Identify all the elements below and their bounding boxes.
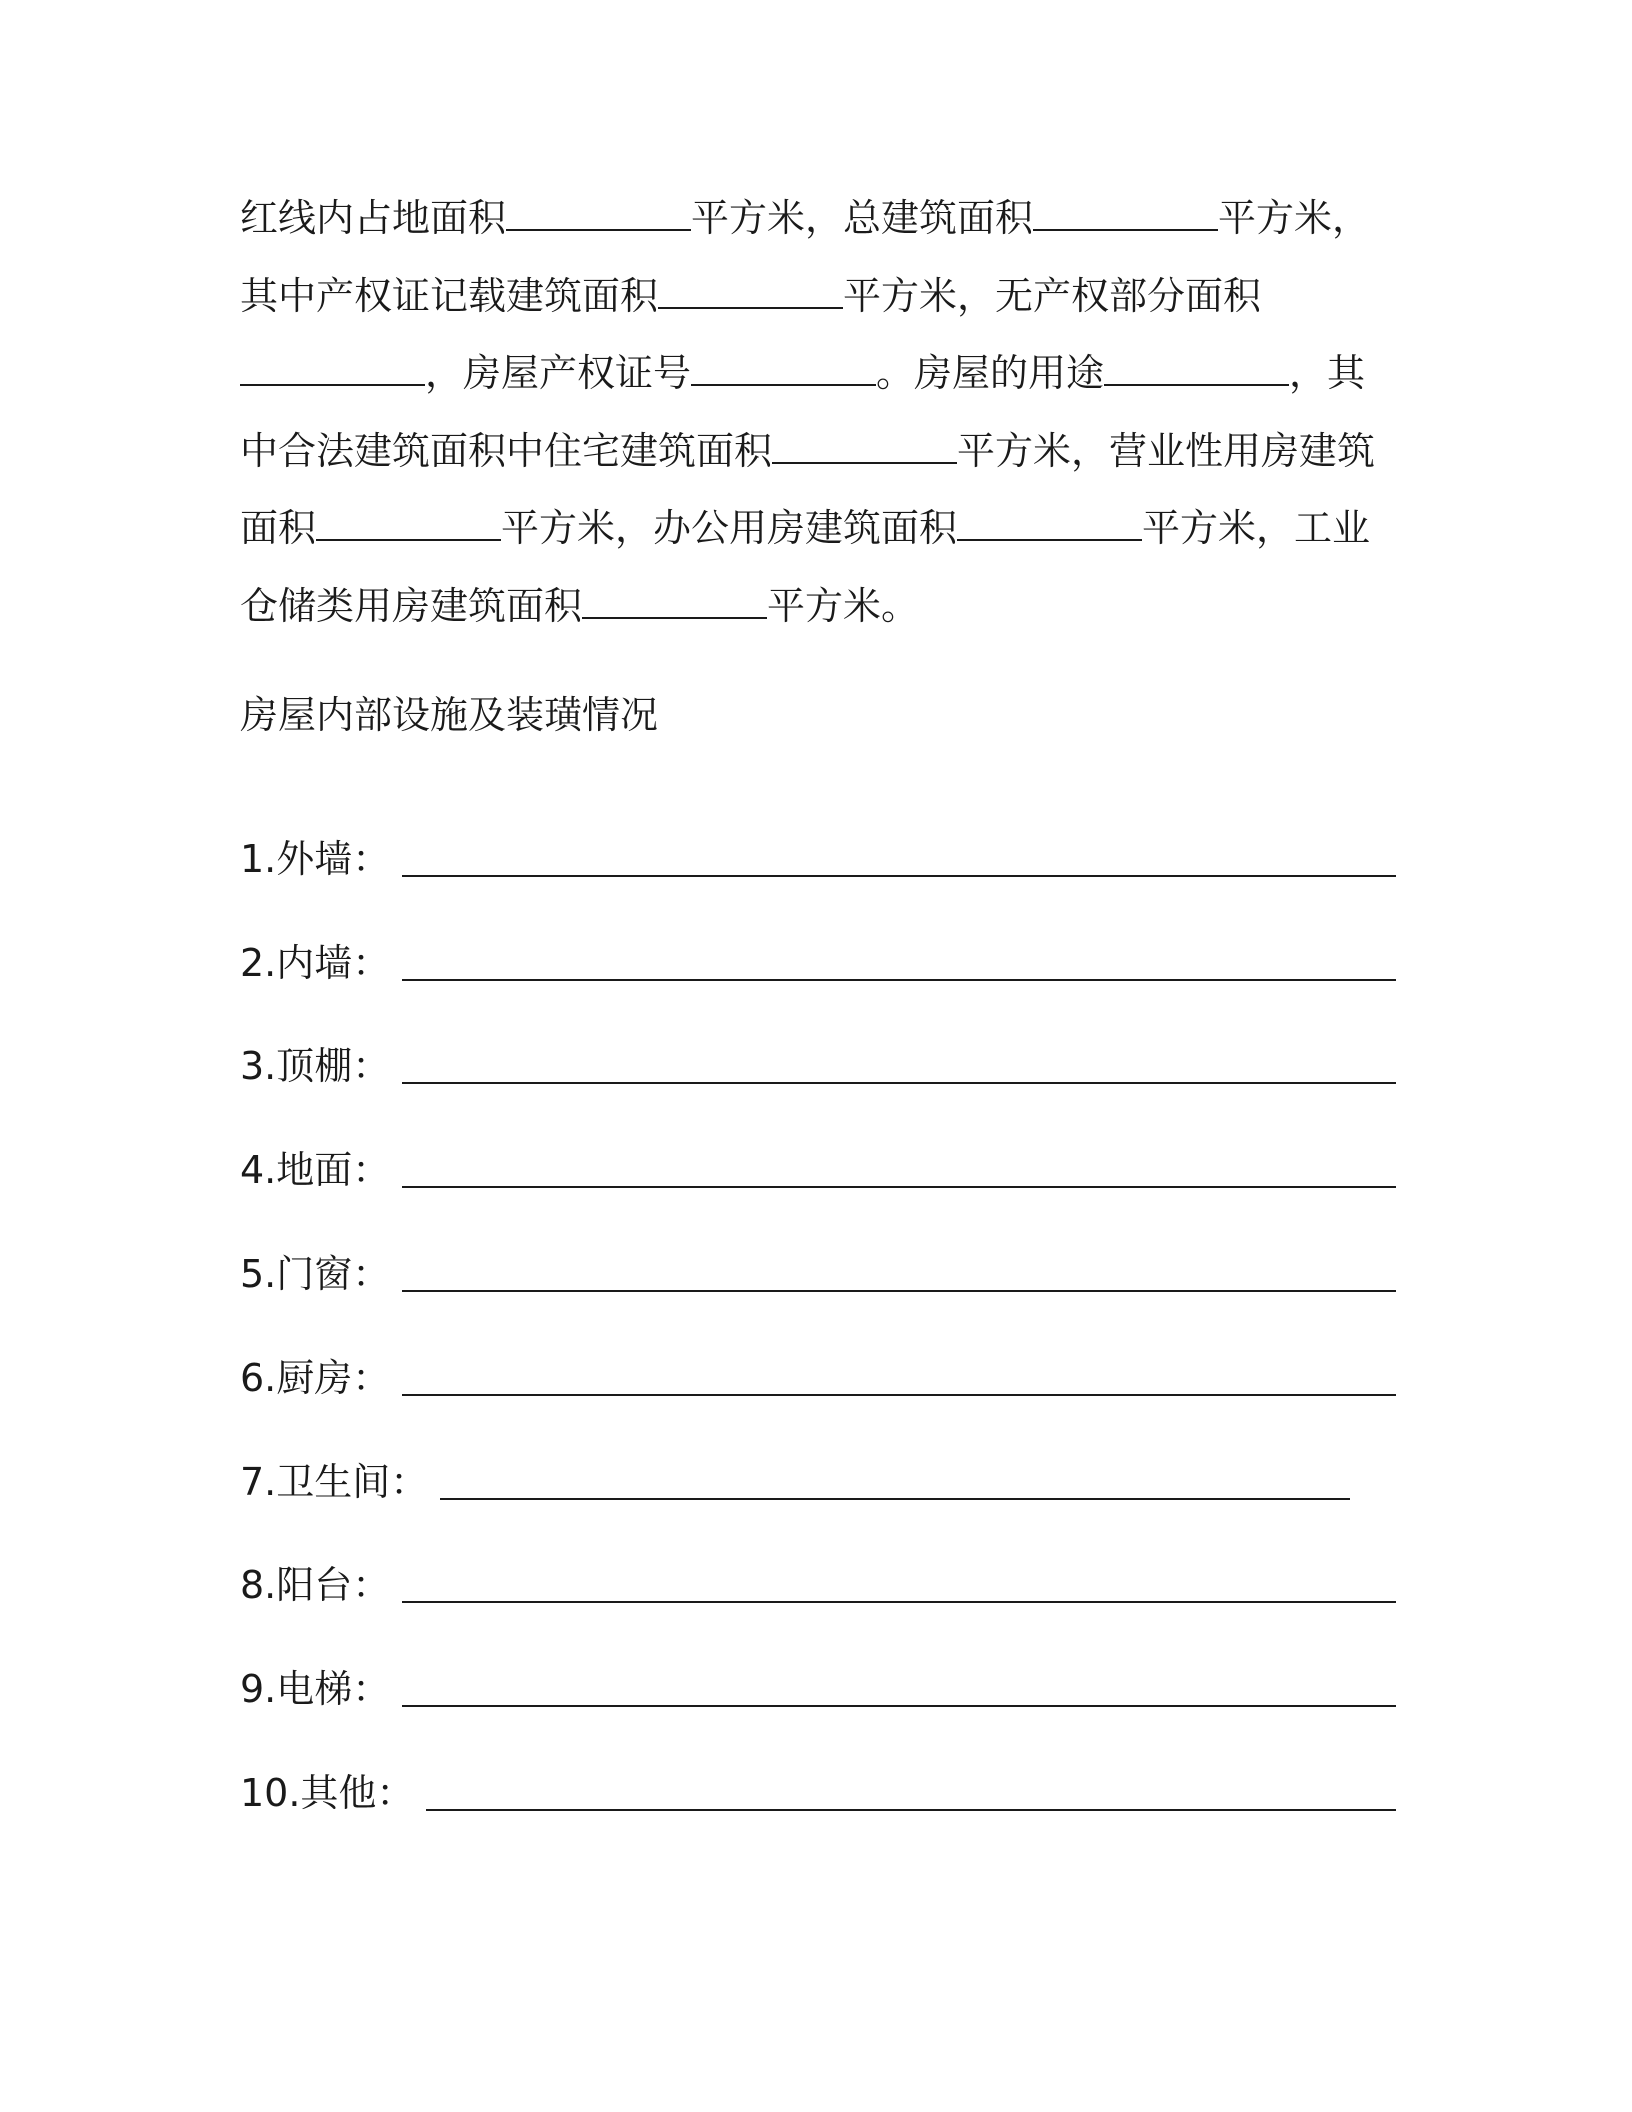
item-label: 8.阳台：	[240, 1563, 391, 1608]
item-label: 4.地面：	[240, 1148, 391, 1193]
text-segment: ，其	[1289, 351, 1366, 395]
fill-blank	[658, 275, 843, 309]
fill-line	[426, 1807, 1396, 1811]
fill-line	[402, 1703, 1396, 1707]
fill-blank	[1104, 352, 1289, 386]
text-segment: 平方米，	[1218, 196, 1371, 240]
text-segment: 中合法建筑面积中住宅建筑面积	[240, 428, 773, 473]
fill-blank	[240, 352, 425, 386]
document-page	[240, 180, 1400, 1829]
list-item	[240, 1414, 1400, 1518]
text-segment: 平方米，营业性用房建筑	[957, 428, 1376, 473]
list-item	[240, 895, 1400, 999]
fill-line	[402, 1288, 1396, 1292]
text-segment: 红线内占地面积	[240, 196, 507, 240]
text-segment: 平方米，工业	[1142, 506, 1371, 550]
text-segment: 平方米，无产权部分面积	[843, 273, 1262, 318]
fill-blank	[1033, 197, 1218, 231]
fill-blank	[582, 585, 767, 619]
item-label: 5.门窗：	[240, 1251, 391, 1296]
list-item	[240, 791, 1400, 895]
facility-list	[240, 791, 1400, 1829]
fill-line	[402, 1184, 1396, 1188]
item-label: 2.内墙：	[240, 940, 391, 985]
fill-blank	[506, 197, 691, 231]
text-segment: 仓储类用房建筑面积	[240, 583, 583, 628]
item-label: 3.顶棚：	[240, 1044, 391, 1089]
item-label: 1.外墙：	[240, 836, 391, 881]
list-item	[240, 1206, 1400, 1310]
text-segment: ，房屋产权证号	[425, 351, 692, 395]
fill-blank	[957, 507, 1142, 541]
text-segment: 。房屋的用途	[876, 351, 1105, 395]
text-segment: 面积	[240, 506, 317, 550]
text-segment: 平方米，总建筑面积	[691, 196, 1034, 240]
fill-line	[402, 977, 1396, 981]
fill-line	[402, 1599, 1396, 1603]
item-label: 10.其他：	[240, 1770, 415, 1815]
area-paragraph	[240, 180, 1400, 645]
item-label: 6.厨房：	[240, 1355, 391, 1400]
fill-line	[440, 1496, 1350, 1500]
list-item	[240, 1725, 1400, 1829]
text-segment: 其中产权证记载建筑面积	[240, 273, 659, 318]
fill-line	[402, 1392, 1396, 1396]
text-segment: 平方米。	[767, 583, 920, 628]
item-label: 7.卫生间：	[240, 1459, 429, 1504]
list-item	[240, 1621, 1400, 1725]
list-item	[240, 999, 1400, 1103]
item-label: 9.电梯：	[240, 1667, 391, 1712]
fill-blank	[772, 430, 957, 464]
list-item	[240, 1310, 1400, 1414]
list-item	[240, 1518, 1400, 1622]
fill-line	[402, 1080, 1396, 1084]
list-item	[240, 1102, 1400, 1206]
fill-blank	[316, 507, 501, 541]
fill-line	[402, 873, 1396, 877]
section-title: 房屋内部设施及装璜情况	[240, 693, 659, 737]
text-segment: 平方米，办公用房建筑面积	[501, 506, 958, 550]
fill-blank	[691, 352, 876, 386]
